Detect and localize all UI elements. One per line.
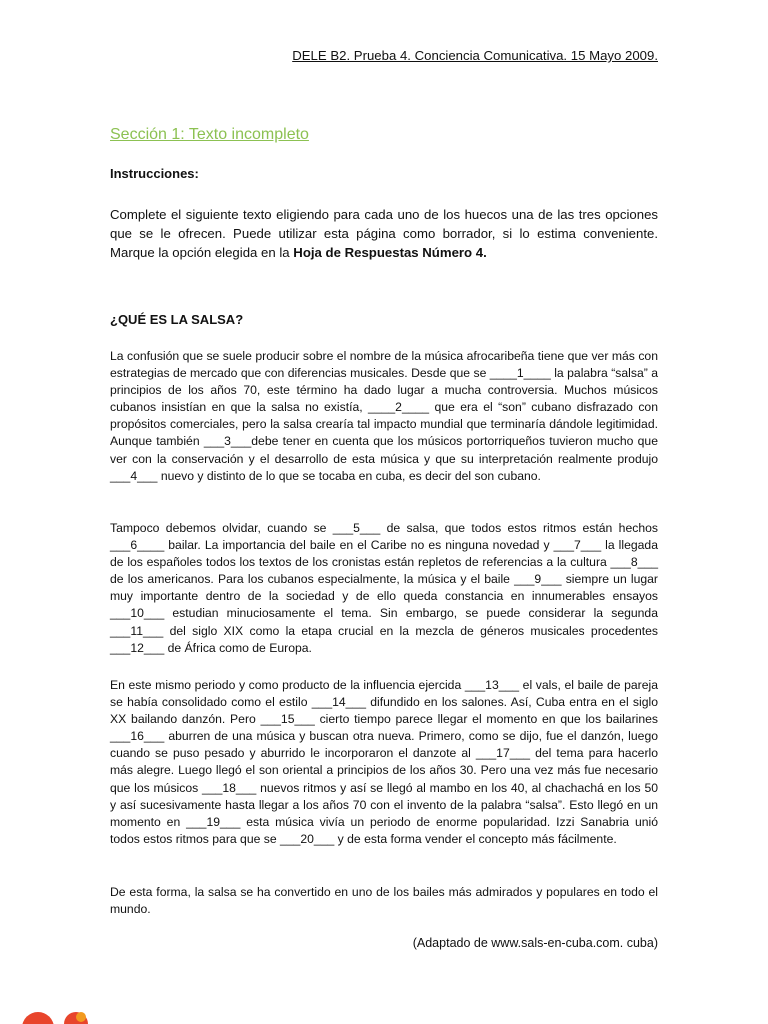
instructions-text	[110, 205, 658, 262]
section-title: Sección 1: Texto incompleto	[110, 126, 309, 143]
logo-mark-icon	[12, 990, 102, 1024]
answer-sheet-reference: Hoja de Respuestas Número 4.	[293, 245, 487, 260]
article-paragraph-4: De esta forma, la salsa se ha convertido en uno de los bailes más admirados y populares en todo el mundo.	[110, 885, 658, 917]
article-title: ¿QUÉ ES LA SALSA?	[110, 312, 244, 327]
article-source: (Adaptado de www.sals-en-cuba.com. cuba)	[412, 936, 658, 950]
article-paragraph-3: En este mismo periodo y como producto de la influencia ejercida ___13___ el vals, el baile de pareja se había consolidado como el estilo ___14___ difundido en los salones. Así, Cuba entra en el siglo XX bailando danzón. Pero ___15___ cierto tiempo parece llegar el momento en que los bailarines ___16___ aburren de una música y buscan otra nueva. Primero, como se dijo, fue el danzón, luego cuando se puso pesado y aburrido le incorporaron el danzote al ___17___ del tema para hacerlo más alegre. Luego llegó el son oriental a principios de los años 30. Pero una vez más fue necesario que los músicos ___18___ nuevos ritmos y así se llegó al mambo en los 40, al chachachá en los 50 y así sucesivamente hasta llegar a los años 70 con el invento de la palabra “salsa”. Esto llegó en un momento en ___19___ esta música vivía un periodo de enorme popularidad. Izzi Sanabria unió todos estos ritmos para que se ___20___ y de esta forma vender el concepto más fácilmente.	[110, 678, 658, 846]
document-page	[110, 0, 658, 1024]
instructions-label: Instrucciones:	[110, 166, 199, 181]
instructions-body: Complete el siguiente texto eligiendo para cada uno de los huecos una de las tres opciones que se le ofrecen. Puede utilizar esta página como borrador, si lo estima conveniente. Marque la opción elegida en la	[110, 207, 658, 260]
publisher-logo	[12, 990, 102, 1024]
article-paragraph-2: Tampoco debemos olvidar, cuando se ___5___ de salsa, que todos estos ritmos están hechos ___6____ bailar. La importancia del baile en el Caribe no es ninguna novedad y ___7___ la llegada de los españoles todos los textos de los cronistas están repletos de referencias a la cultura ___8___ de los americanos. Para los cubanos especialmente, la música y el baile ___9___ siempre un lugar muy importante dentro de la sociedad y de ello queda constancia en innumerables ensayos ___10___ estudian minuciosamente el tema. Sin embargo, se puede considerar la segunda ___11___ del siglo XIX como la etapa crucial en la mezcla de géneros musicales procedentes ___12___ de África como de Europa.	[110, 521, 658, 655]
article-paragraph-1: La confusión que se suele producir sobre el nombre de la música afrocaribeña tiene que ver más con estrategias de mercado que con diferencias musicales. Desde que se ____1____ la palabra “salsa” a principios de los años 70, este término ha dado lugar a mucha controversia. Muchos músicos cubanos insistían en que la salsa no existía, ____2____ que era el “son” cubano disfrazado con propósitos comerciales, pero la salsa crearía tal impacto mundial que terminaría dándole legitimidad. Aunque también ___3___debe tener en cuenta que los músicos portorriqueños tuvieron mucho que ver con la conservación y el desarrollo de esta música y que su interpretación realmente produjo ___4___ nuevo y distinto de lo que se tocaba en cuba, es decir del son cubano.	[110, 349, 658, 483]
document-header: DELE B2. Prueba 4. Conciencia Comunicativa. 15 Mayo 2009.	[292, 48, 658, 63]
